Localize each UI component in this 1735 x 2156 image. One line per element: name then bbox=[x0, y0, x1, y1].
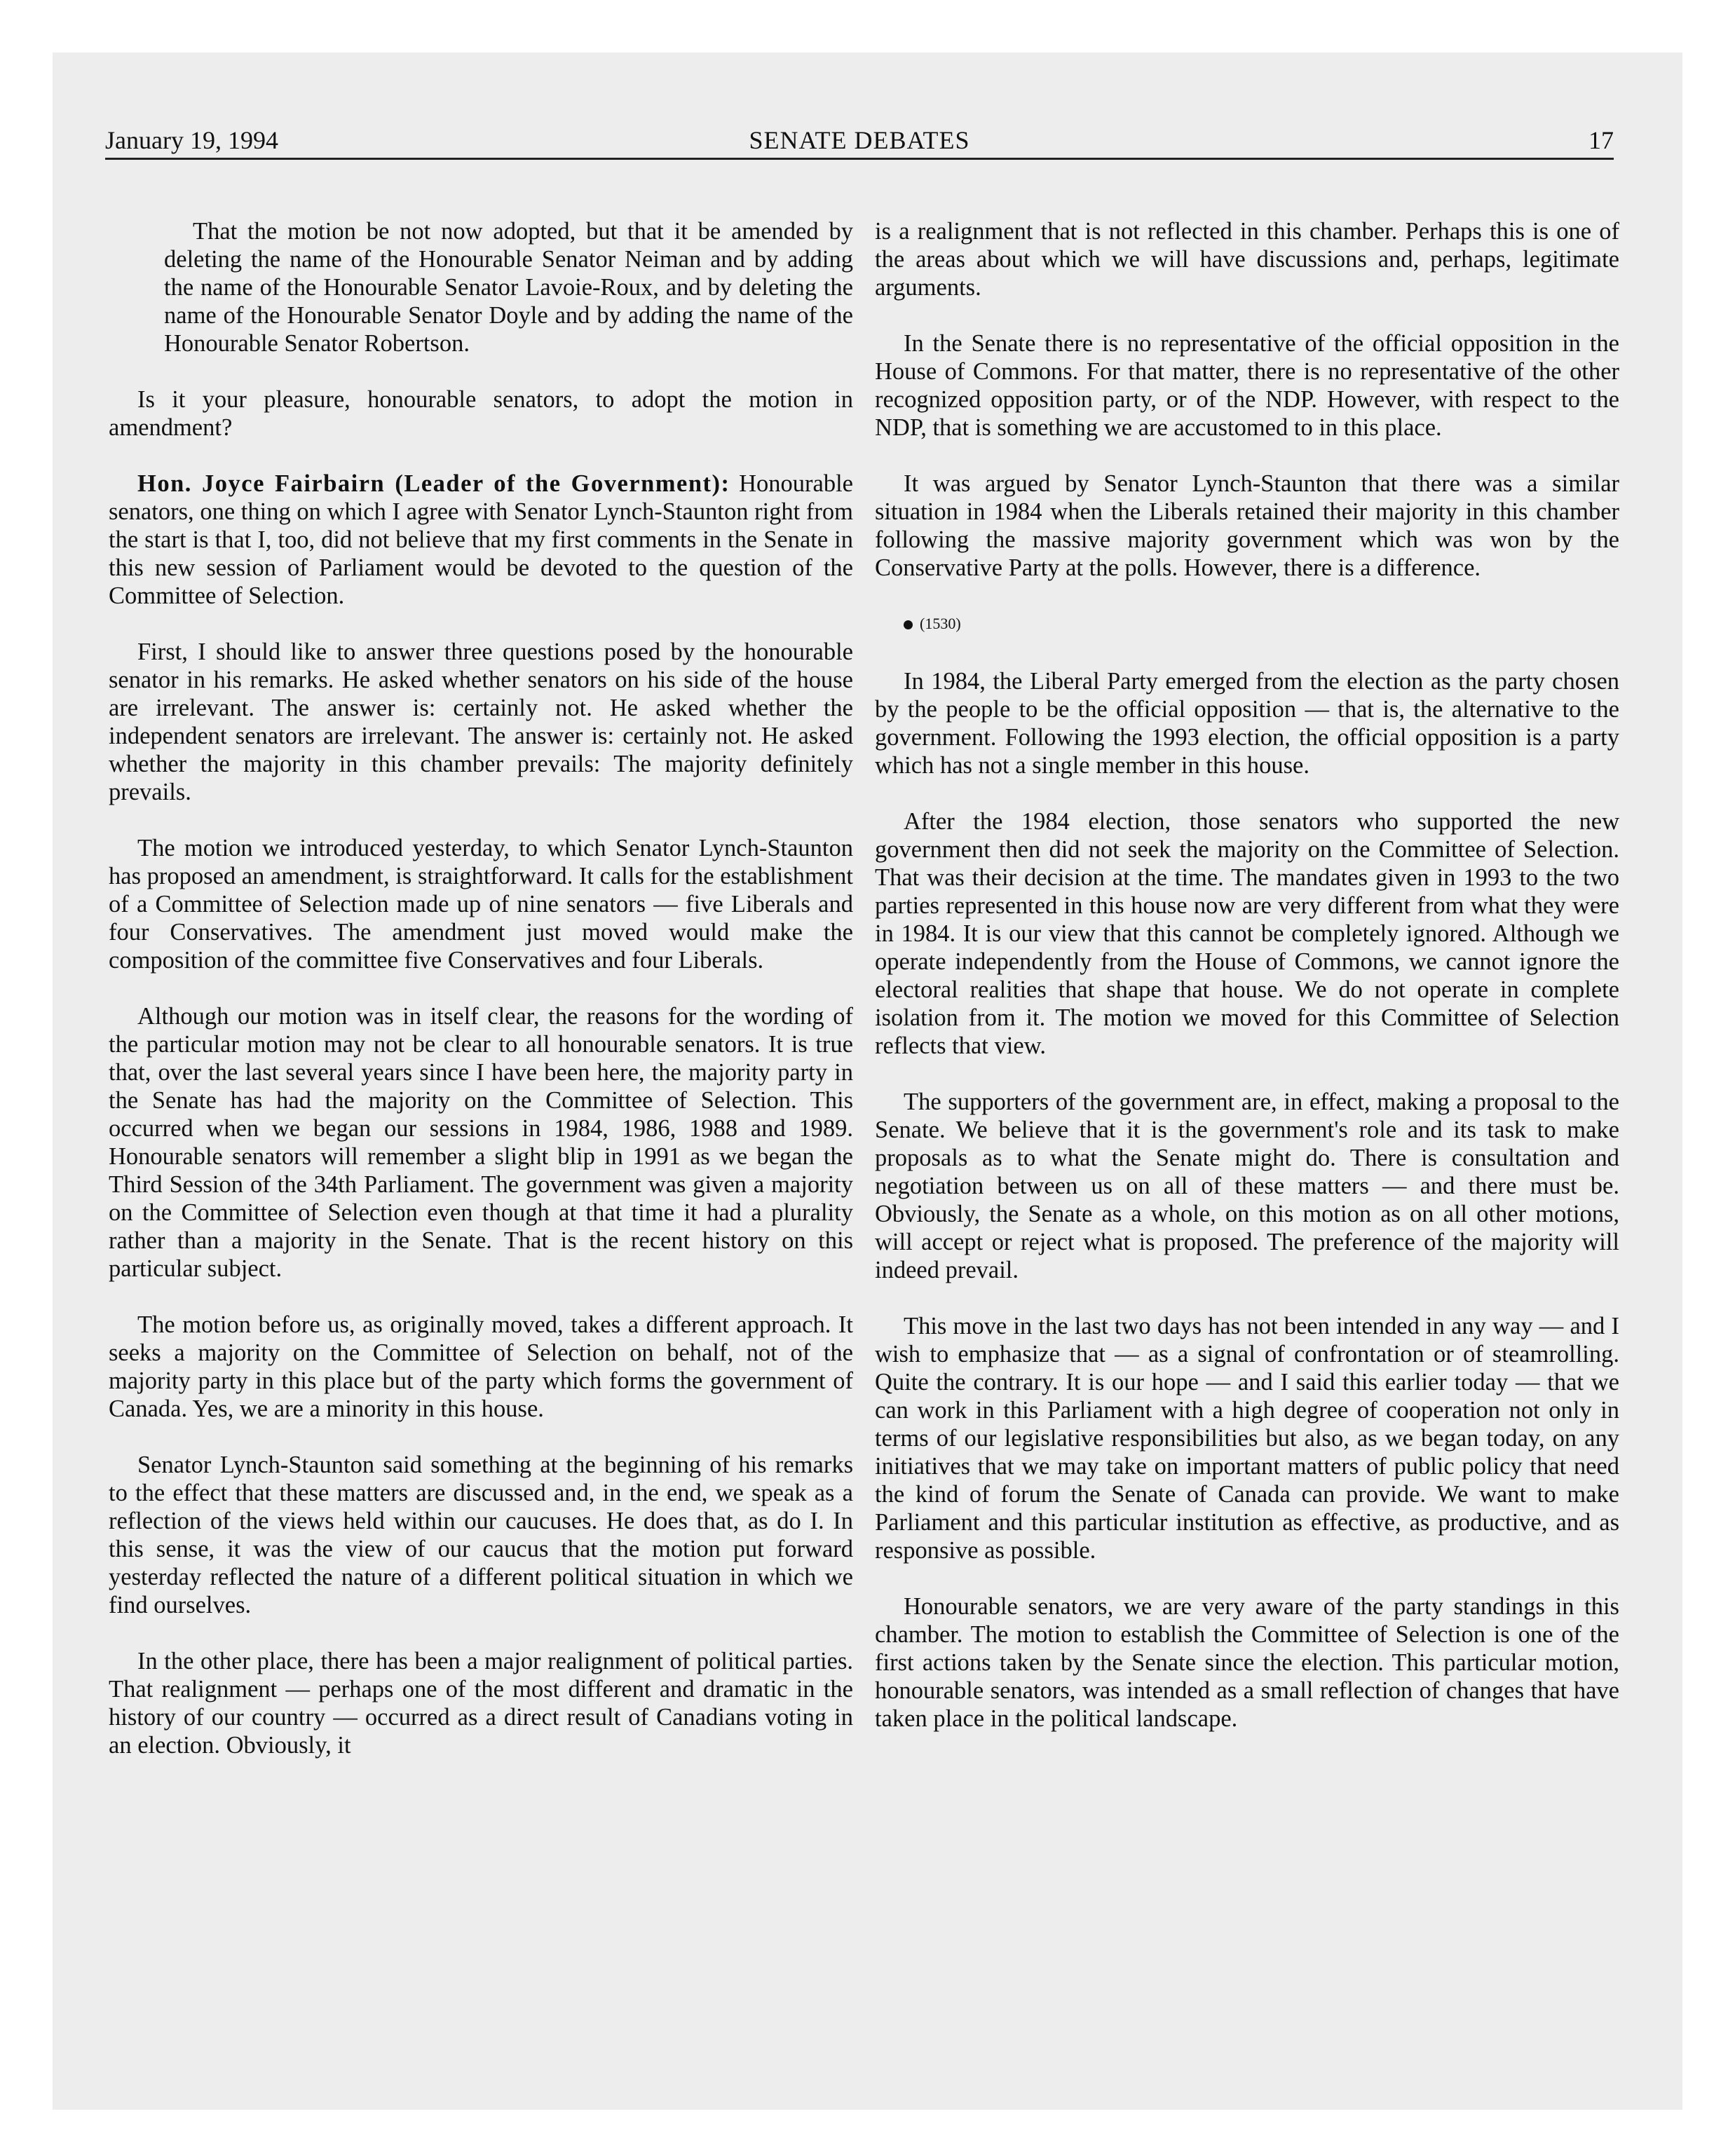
paragraph: Although our motion was in itself clear, the reasons for the wording of the particular motion may not be clear to all honourable senators. It is true that, over the last several years since I have been here, the majority party in the Senate has had the majority on the Committee of Selection. This occurred when we began our sessions in 1984, 1986, 1988 and 1989. Honourable senators will remember a slight blip in 1991 as we began the Third Session of the 34th Parliament. The government was given a majority on the Committee of Selection even though at that time it had a plurality rather than a majority in the Senate. That is the recent history on this particular subject. bbox=[109, 1003, 853, 1282]
paragraph: First, I should like to answer three questions posed by the honourable senator in his remarks. He asked whether senators on his side of the house are irrelevant. The answer is: certainly not. He asked whether the independent senators are irrelevant. The answer is: certainly not. He asked whether the majority in this chamber prevails: The majority definitely prevails. bbox=[109, 639, 853, 805]
left-column bbox=[109, 217, 853, 1787]
paragraph: Is it your pleasure, honourable senators, to adopt the motion in amendment? bbox=[109, 386, 853, 441]
header-date: January 19, 1994 bbox=[105, 126, 278, 154]
header-page-number: 17 bbox=[1588, 126, 1614, 154]
speaker-paragraph bbox=[109, 470, 853, 610]
right-column bbox=[875, 217, 1619, 1761]
header-title: SENATE DEBATES bbox=[749, 126, 970, 154]
paragraph: Senator Lynch-Staunton said something at the beginning of his remarks to the effect that these matters are discussed and, in the end, we speak as a reflection of the views held within our caucuses. He does that, as do I. In this sense, it was the view of our caucus that the motion put forward yesterday reflected the nature of a different political situation in which we find ourselves. bbox=[109, 1452, 853, 1618]
motion-quote: That the motion be not now adopted, but that it be amended by deleting the name of the Honourable Senator Neiman and by adding the name of the Honourable Senator Lavoie-Roux, and by deleting the name of the Honourable Senator Doyle and by adding the name of the Honourable Senator Robertson. bbox=[164, 218, 853, 357]
paragraph: The motion before us, as originally moved, takes a different approach. It seeks a majority on the Committee of Selection on behalf, not of the majority party in this place but of the party which forms the government of Canada. Yes, we are a minority in this house. bbox=[109, 1311, 853, 1422]
paragraph: After the 1984 election, those senators who supported the new government then did not seek the majority on the Committee of Selection. That was their decision at the time. The mandates given in 1993 to the two parties represented in this house now are very different from what they were in 1984. It is our view that this cannot be completely ignored. Although we operate independently from the House of Commons, we cannot ignore the electoral realities that shape that house. We do not operate in complete isolation from it. The motion we moved for this Committee of Selection reflects that view. bbox=[875, 808, 1619, 1059]
speaker-text: Honourable senators, one thing on which I agree with Senator Lynch-Staunton right from the start is that I, too, did not believe that my first comments in the Senate in this new session of Parliament would be devoted to the question of the Committee of Selection. bbox=[109, 470, 853, 609]
paragraph: Honourable senators, we are very aware of the party standings in this chamber. The motion to establish the Committee of Selection is one of the first actions taken by the Senate since the election. This particular motion, honourable senators, was intended as a small reflection of changes that have taken place in the political landscape. bbox=[875, 1593, 1619, 1732]
paragraph: This move in the last two days has not been intended in any way — and I wish to emphasize that — as a signal of confrontation or of steamrolling. Quite the contrary. It is our hope — and I said this earlier today — that we can work in this Parliament with a high degree of cooperation not only in terms of our legislative responsibilities but also, as we began today, on any initiatives that we may take on important matters of public policy that need the kind of forum the Senate of Canada can provide. We want to make Parliament and this particular institution as effective, as productive, and as responsive as possible. bbox=[875, 1313, 1619, 1564]
paragraph: In the Senate there is no representative of the official opposition in the House of Commons. For that matter, there is no representative of the other recognized opposition party, or of the NDP. However, with respect to the NDP, that is something we are accustomed to in this place. bbox=[875, 330, 1619, 441]
paragraph: The motion we introduced yesterday, to which Senator Lynch-Staunton has proposed an amendment, is straightforward. It calls for the establishment of a Committee of Selection made up of nine senators — five Liberals and four Conservatives. The amendment just moved would make the composition of the committee five Conservatives and four Liberals. bbox=[109, 835, 853, 974]
page-header bbox=[105, 123, 1614, 160]
paragraph: The supporters of the government are, in effect, making a proposal to the Senate. We believe that it is the government's role and its task to make proposals as to what the Senate might do. There is consultation and negotiation between us on all of these matters — and there must be. Obviously, the Senate as a whole, on this motion as on all other motions, will accept or reject what is proposed. The preference of the majority will indeed prevail. bbox=[875, 1089, 1619, 1283]
time-marker-label: (1530) bbox=[920, 615, 961, 632]
paragraph-continued: is a realignment that is not reflected in this chamber. Perhaps this is one of the areas about which we will have discussions and, perhaps, legitimate arguments. bbox=[875, 218, 1619, 301]
speaker-name: Hon. Joyce Fairbairn (Leader of the Government): bbox=[137, 470, 730, 497]
paragraph: It was argued by Senator Lynch-Staunton that there was a similar situation in 1984 when the Liberals retained their majority in this chamber following the massive majority government which was won by the Conservative Party at the polls. However, there is a difference. bbox=[875, 470, 1619, 581]
bullet-icon bbox=[904, 620, 913, 629]
paragraph: In 1984, the Liberal Party emerged from the election as the party chosen by the people to be the official opposition — that is, the alternative to the government. Following the 1993 election, the official opposition is a party which has not a single member in this house. bbox=[875, 668, 1619, 779]
paragraph: In the other place, there has been a major realignment of political parties. That realignment — perhaps one of the most different and dramatic in the history of our country — occurred as a direct result of Canadians voting in an election. Obviously, it bbox=[109, 1648, 853, 1759]
time-marker bbox=[875, 610, 1619, 638]
